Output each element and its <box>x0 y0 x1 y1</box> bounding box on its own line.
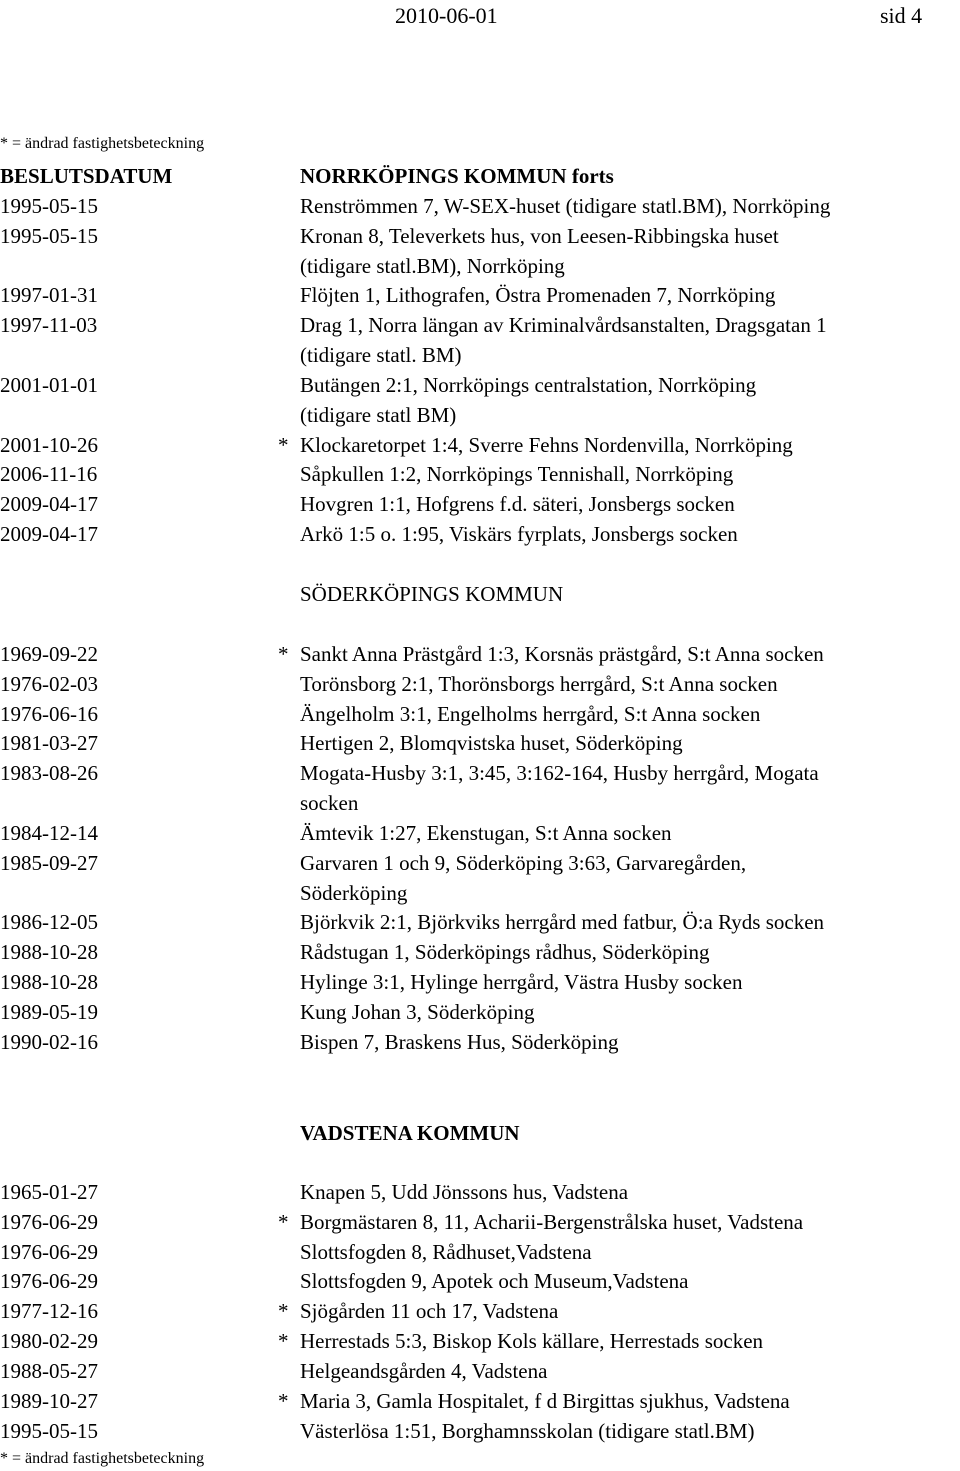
section-title-row <box>0 1119 960 1149</box>
row-date: 1990-02-16 <box>0 1029 98 1054</box>
row-date: 1983-08-26 <box>0 761 98 786</box>
table-row <box>0 311 960 341</box>
row-description: Hylinge 3:1, Hylinge herrgård, Västra Husby socken <box>300 970 743 995</box>
table-row <box>0 1327 960 1357</box>
table-row <box>0 192 960 222</box>
table-row <box>0 1238 960 1268</box>
row-description: Ängelholm 3:1, Engelholms herrgård, S:t Anna socken <box>300 701 761 726</box>
norrkoping-section <box>0 162 960 550</box>
table-row <box>0 341 960 371</box>
row-description: Arkö 1:5 o. 1:95, Viskärs fyrplats, Jonsbergs socken <box>300 522 738 547</box>
section-title-row <box>0 580 960 610</box>
soderkoping-rows <box>0 640 960 1058</box>
row-changed-marker: * <box>278 1388 289 1413</box>
row-description: Renströmmen 7, W-SEX-huset (tidigare statl.BM), Norrköping <box>300 193 831 218</box>
table-row <box>0 281 960 311</box>
soderkoping-section <box>0 580 960 1058</box>
table-header-row <box>0 162 960 192</box>
row-date: 1976-02-03 <box>0 671 98 696</box>
row-description: Drag 1, Norra längan av Kriminalvårdsanstalten, Dragsgatan 1 <box>300 313 827 338</box>
row-date: 1995-05-15 <box>0 223 98 248</box>
table-row <box>0 490 960 520</box>
table-row <box>0 1297 960 1327</box>
row-date: 1995-05-15 <box>0 1418 98 1443</box>
table-row <box>0 1267 960 1297</box>
table-row <box>0 460 960 490</box>
norrkoping-rows <box>0 192 960 550</box>
row-description: Knapen 5, Udd Jönssons hus, Vadstena <box>300 1179 629 1204</box>
row-description: Borgmästaren 8, 11, Acharii-Bergenstrålska huset, Vadstena <box>300 1209 804 1234</box>
row-date: 1989-10-27 <box>0 1388 98 1413</box>
table-row <box>0 1208 960 1238</box>
table-row <box>0 640 960 670</box>
row-description: Slottsfogden 9, Apotek och Museum,Vadstena <box>300 1269 689 1294</box>
row-changed-marker: * <box>278 1329 289 1354</box>
row-description: Torönsborg 2:1, Thorönsborgs herrgård, S:t Anna socken <box>300 671 778 696</box>
row-date: 2001-10-26 <box>0 432 98 457</box>
row-description: Söderköping <box>300 880 408 905</box>
row-description: Västerlösa 1:51, Borghamnsskolan (tidigare statl.BM) <box>300 1418 755 1443</box>
row-description: Maria 3, Gamla Hospitalet, f d Birgittas sjukhus, Vadstena <box>300 1388 790 1413</box>
row-description: Kung Johan 3, Söderköping <box>300 999 535 1024</box>
table-row <box>0 222 960 252</box>
row-date: 1976-06-16 <box>0 701 98 726</box>
row-date: 2001-01-01 <box>0 372 98 397</box>
table-row <box>0 1357 960 1387</box>
table-row <box>0 431 960 461</box>
row-changed-marker: * <box>278 1299 289 1324</box>
row-description: Mogata-Husby 3:1, 3:45, 3:162-164, Husby herrgård, Mogata <box>300 761 819 786</box>
table-row <box>0 998 960 1028</box>
table-row <box>0 670 960 700</box>
table-row <box>0 700 960 730</box>
row-description: (tidigare statl BM) <box>300 402 457 427</box>
spacer <box>0 1149 960 1178</box>
table-row <box>0 520 960 550</box>
row-description: Garvaren 1 och 9, Söderköping 3:63, Garvaregården, <box>300 850 747 875</box>
row-description: Flöjten 1, Lithografen, Östra Promenaden 7, Norrköping <box>300 283 776 308</box>
table-row <box>0 729 960 759</box>
row-changed-marker: * <box>278 641 289 666</box>
table-row <box>0 1417 960 1447</box>
row-description: Björkvik 2:1, Björkviks herrgård med fatbur, Ö:a Ryds socken <box>300 910 825 935</box>
header-page-number: sid 4 <box>880 3 923 28</box>
row-date: 1989-05-19 <box>0 999 98 1024</box>
row-description: Sankt Anna Prästgård 1:3, Korsnäs prästgård, S:t Anna socken <box>300 641 824 666</box>
table-row <box>0 879 960 909</box>
row-description: socken <box>300 791 359 816</box>
row-description: Klockaretorpet 1:4, Sverre Fehns Nordenvilla, Norrköping <box>300 432 793 457</box>
row-date: 1976-06-29 <box>0 1269 98 1294</box>
row-description: (tidigare statl. BM) <box>300 343 462 368</box>
footnote-top: * = ändrad fastighetsbeteckning <box>0 135 205 152</box>
row-date: 2009-04-17 <box>0 492 98 517</box>
row-date: 1977-12-16 <box>0 1299 98 1324</box>
row-date: 1988-10-28 <box>0 940 98 965</box>
row-description: Ämtevik 1:27, Ekenstugan, S:t Anna socken <box>300 820 672 845</box>
row-changed-marker: * <box>278 432 289 457</box>
row-description: Herrestads 5:3, Biskop Kols källare, Herrestads socken <box>300 1329 764 1354</box>
row-description: Slottsfogden 8, Rådhuset,Vadstena <box>300 1239 592 1264</box>
row-description: Rådstugan 1, Söderköpings rådhus, Söderköping <box>300 940 710 965</box>
row-date: 2006-11-16 <box>0 462 98 487</box>
table-row <box>0 789 960 819</box>
row-date: 1965-01-27 <box>0 1179 98 1204</box>
row-description: Hovgren 1:1, Hofgrens f.d. säteri, Jonsbergs socken <box>300 492 735 517</box>
table-row <box>0 849 960 879</box>
row-date: 1995-05-15 <box>0 193 98 218</box>
row-date: 1986-12-05 <box>0 910 98 935</box>
section-title-vadstena: VADSTENA KOMMUN <box>300 1121 520 1145</box>
row-description: Bispen 7, Braskens Hus, Söderköping <box>300 1029 619 1054</box>
row-description: Sjögården 11 och 17, Vadstena <box>300 1299 559 1324</box>
table-row <box>0 759 960 789</box>
row-date: 1976-06-29 <box>0 1209 98 1234</box>
row-date: 1988-05-27 <box>0 1358 98 1383</box>
row-description: Såpkullen 1:2, Norrköpings Tennishall, Norrköping <box>300 462 734 487</box>
row-date: 1969-09-22 <box>0 641 98 666</box>
column-header-beslutsdatum: BESLUTSDATUM <box>0 164 173 188</box>
table-row <box>0 968 960 998</box>
row-date: 1981-03-27 <box>0 731 98 756</box>
row-date: 2009-04-17 <box>0 522 98 547</box>
table-row <box>0 908 960 938</box>
row-date: 1984-12-14 <box>0 820 98 845</box>
section-title-soderkoping: SÖDERKÖPINGS KOMMUN <box>300 582 564 606</box>
row-date: 1985-09-27 <box>0 850 98 875</box>
row-date: 1988-10-28 <box>0 970 98 995</box>
table-row <box>0 252 960 282</box>
row-date: 1997-01-31 <box>0 283 98 308</box>
row-description: (tidigare statl.BM), Norrköping <box>300 253 565 278</box>
spacer <box>0 610 960 640</box>
row-description: Kronan 8, Televerkets hus, von Leesen-Ribbingska huset <box>300 223 779 248</box>
table-row <box>0 1387 960 1417</box>
table-row <box>0 1028 960 1058</box>
table-row <box>0 371 960 401</box>
table-row <box>0 938 960 968</box>
row-date: 1976-06-29 <box>0 1239 98 1264</box>
row-description: Helgeandsgården 4, Vadstena <box>300 1358 548 1383</box>
table-row <box>0 819 960 849</box>
vadstena-rows <box>0 1178 960 1447</box>
table-row <box>0 1178 960 1208</box>
row-date: 1980-02-29 <box>0 1329 98 1354</box>
table-row <box>0 401 960 431</box>
row-date: 1997-11-03 <box>0 313 98 338</box>
row-changed-marker: * <box>278 1209 289 1234</box>
row-description: Butängen 2:1, Norrköpings centralstation, Norrköping <box>300 372 757 397</box>
vadstena-section <box>0 1119 960 1446</box>
footnote-bottom: * = ändrad fastighetsbeteckning <box>0 1450 205 1467</box>
header-date: 2010-06-01 <box>395 3 498 28</box>
section-title-norrkoping: NORRKÖPINGS KOMMUN forts <box>300 164 614 188</box>
row-description: Hertigen 2, Blomqvistska huset, Söderköping <box>300 731 683 756</box>
